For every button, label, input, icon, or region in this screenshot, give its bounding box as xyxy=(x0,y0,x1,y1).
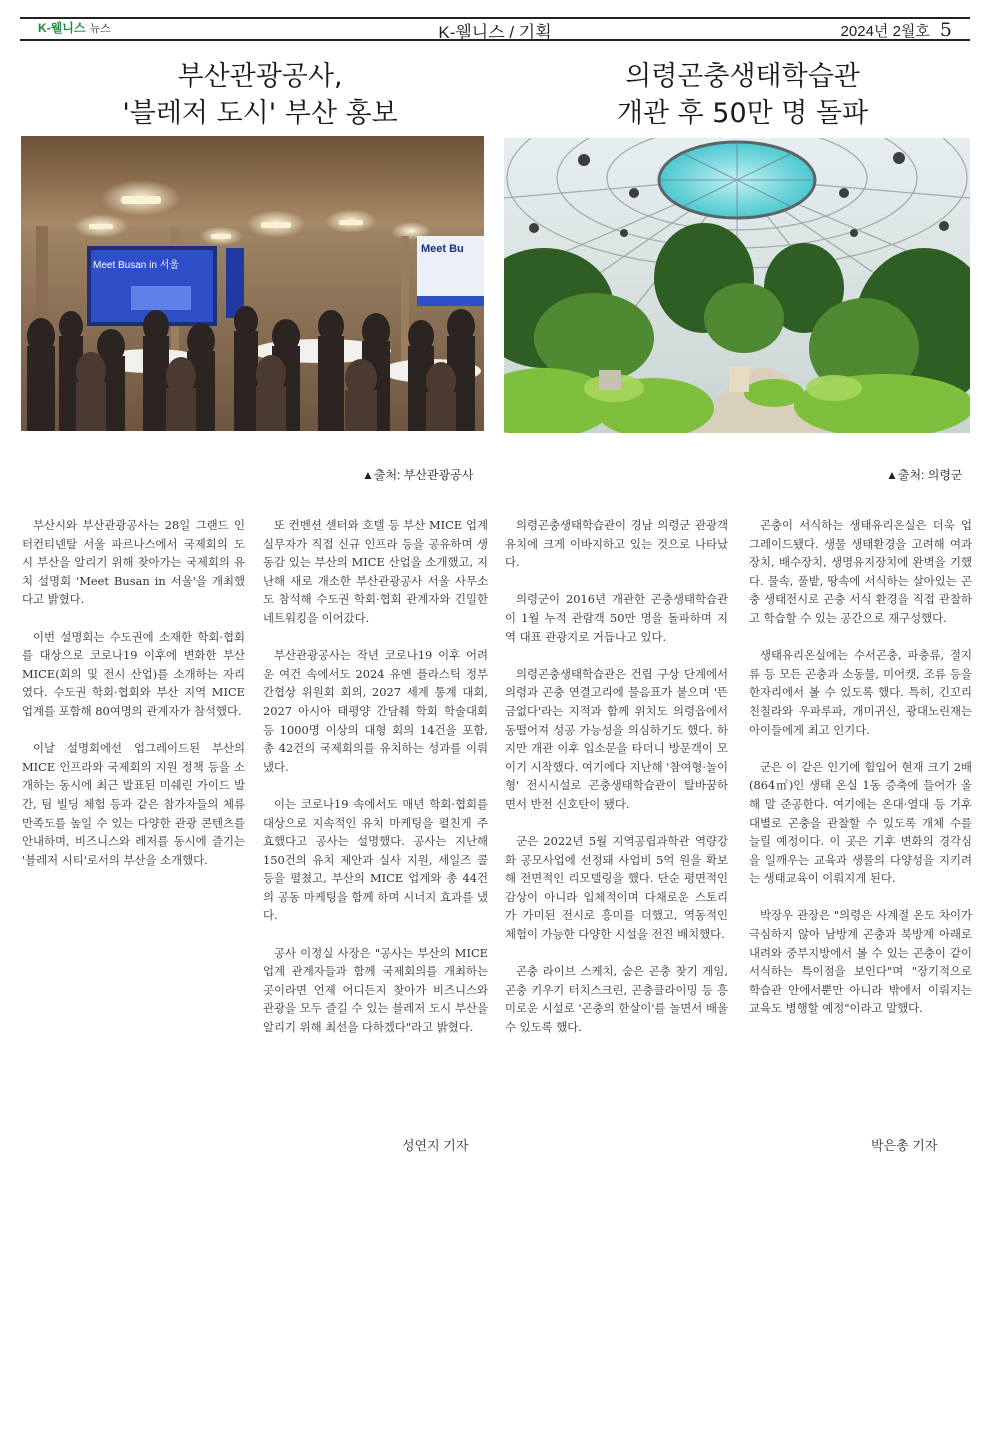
paragraph: 곤충 라이브 스케치, 숨은 곤충 찾기 게임, 곤충 키우기 터치스크린, 곤충클라이밍 등 흥미로운 시설로 '곤충의 한살이'를 놀면서 배울 수 있도록 했다. xyxy=(505,964,728,1035)
paragraph: 의령곤충생태학습관은 건립 구상 단계에서 의령과 곤충 연결고리에 물음표가 붙으며 '뜬금없다'라는 지적과 함께 위치도 의령읍에서 동떨어져 성공 가능성을 의심하기도 했다. 하지만 개관 이후 입소문을 타더니 방문객이 모이기 시작했다. 여기에다 지난해 '참여형·놀이형' 전시시설로 곤충생태학습관이 탈바꿈하면서 반전 신호탄이 됐다. xyxy=(505,666,728,811)
right-headline xyxy=(505,58,980,132)
banner-text: Meet Bu xyxy=(421,243,464,255)
logo-sub: 뉴스 xyxy=(89,23,111,35)
busan-conference-photo xyxy=(21,136,484,431)
right-headline-line1: 의령곤충생태학습관 xyxy=(625,61,860,92)
paragraph: 곤충이 서식하는 생태유리온실은 더욱 업그레이드됐다. 생물 생태환경을 고려해 여과장치, 배수장치, 생명유지장치에 완벽을 기했다. 물속, 풀밭, 땅속에 서식하는 살아있는 곤충 생태전시로 곤충 서식 환경을 직접 관찰하고 학습할 수 있는 공간으로 재구성했다. xyxy=(749,518,972,625)
left-photo-caption: ▲출처: 부산관광공사 xyxy=(362,468,474,482)
page-number: 5 xyxy=(939,19,952,41)
paragraph: 의령군이 2016년 개관한 곤충생태학습관이 1월 누적 관람객 50만 명을 돌파하며 지역 대표 관광지로 거듭나고 있다. xyxy=(505,592,728,644)
left-headline-line1: 부산관광공사, xyxy=(177,61,343,92)
issue-date: 2024년 2월호 xyxy=(840,23,930,40)
right-article-column-2 xyxy=(749,516,972,1037)
screen-text: Meet Busan in 서울 xyxy=(93,260,180,271)
insect-museum-photo xyxy=(504,138,970,433)
greenhouse-illustration xyxy=(504,138,970,433)
left-headline-line2: '블레저 도시' 부산 홍보 xyxy=(122,98,398,129)
right-headline-line2: 개관 후 50만 명 돌파 xyxy=(616,98,869,129)
paragraph: 공사 이정실 사장은 "공사는 부산의 MICE 업계 관계자들과 함께 국제회의를 개최하는 곳이라면 언제 어디든지 찾아가 비즈니스와 관광을 모두 즐길 수 있는 블레저 도시 부산을 알리기 위해 최선을 다하겠다"라고 밝혔다. xyxy=(263,945,488,1035)
left-byline: 성연지 기자 xyxy=(402,1138,469,1153)
issue-info xyxy=(841,19,952,41)
paragraph: 군은 이 같은 인기에 힘입어 현재 크기 2배(864㎡)인 생태 온실 1동 증축에 들어가 올해 말 준공한다. 여기에는 온대·열대 등 기후대별로 곤충을 관찰할 수 있도록 개체 수를 늘릴 예정이다. 이 곳은 기후 변화의 경각심을 일깨우는 교육과 생물의 다양성을 지키려는 생태교육이 이뤄지게 된다. xyxy=(749,759,972,886)
logo-text: K-웰니스 xyxy=(38,21,86,35)
left-article-column-2 xyxy=(263,516,488,1055)
section-title: K-웰니스 / 기획 xyxy=(438,23,552,42)
paragraph: 생태유리온실에는 수서곤충, 파충류, 절지류 등 모든 곤충과 소동물, 미어캣, 조류 등을 한자리에서 볼 수 있도록 했다. 특히, 긴꼬리친칠라와 우파루파, 개미귀신, 광대노린재는 아이들에게 최고 인기다. xyxy=(749,648,972,737)
masthead xyxy=(20,17,970,42)
paragraph: 이번 설명회는 수도권에 소재한 학회·협회를 대상으로 코로나19 이후에 변화한 부산 MICE(회의 및 전시 산업)를 소개하는 자리였다. 수도권 학회·협회와 부산 지역 MICE 업계를 포함해 80여명의 관계자가 참석했다. xyxy=(22,629,245,718)
paragraph: 또 컨벤션 센터와 호텔 등 부산 MICE 업계 실무자가 직접 신규 인프라 등을 공유하며 생동감 있는 부산의 MICE 산업을 소개했고, 지난해 새로 개소한 부산관광공사 서울 사무소도 참석해 수도권 학회·협회 관계자와 긴밀한 네트워킹을 이어갔다. xyxy=(263,518,488,625)
paragraph: 이날 설명회에선 업그레이드된 부산의 MICE 인프라와 국제회의 지원 정책 등을 소개하는 동시에 최근 발표된 미쉐린 가이드 발간, 팀 빌딩 체험 등과 같은 참가자들의 체류 만족도를 높일 수 있는 다양한 관광 콘텐츠를 안내하며, 비즈니스와 레저를 동시에 즐기는 '블레저 시티'로서의 부산을 소개했다. xyxy=(22,741,245,867)
paragraph: 박장우 관장은 "의령은 사계절 온도 차이가 극심하지 않아 남방계 곤충과 북방계 아래로 내려와 중부지방에서 볼 수 있는 곤충이 같이 서식하는 특이점을 보인다"며 "장기적으로 학습관 안에서뿐만 아니라 밖에서 이뤄지는 교육도 병행할 예정"이라고 말했다. xyxy=(749,908,972,1016)
paragraph: 부산시와 부산관광공사는 28일 그랜드 인터컨티넨탈 서울 파르나스에서 국제회의 도시 부산을 알리기 위해 찾아가는 국제회의 유치 설명회 'Meet Busan in 서울'을 개최했다고 밝혔다. xyxy=(22,518,245,607)
right-photo-caption: ▲출처: 의령군 xyxy=(886,468,963,482)
left-article-column-1 xyxy=(22,516,245,888)
paragraph: 군은 2022년 5월 지역공립과학관 역량강화 공모사업에 선정돼 사업비 5억 원을 확보해 전면적인 리모델링을 했다. 단순 평면적인 감상이 아니라 입체적이며 다채로운 스토리가 가미된 전시로 흥미를 더했고, 역동적인 체험이 가능한 다양한 시설을 전진 배치했다. xyxy=(505,834,728,942)
right-article-column-1 xyxy=(505,516,728,1055)
conference-illustration xyxy=(21,136,484,431)
paragraph: 이는 코로나19 속에서도 매년 학회·협회를 대상으로 지속적인 유치 마케팅을 펼친게 주효했다고 공사는 설명했다. 공사는 지난해 150건의 유치 제안과 실사 지원, 세일즈 콜 등을 펼쳤고, 부산의 MICE 업계와 총 44건의 공동 마케팅을 함께 하며 시너지 효과를 냈다. xyxy=(263,796,488,923)
paragraph: 의령곤충생태학습관이 경남 의령군 관광객 유치에 크게 이바지하고 있는 것으로 나타났다. xyxy=(505,518,728,570)
right-byline: 박은총 기자 xyxy=(871,1138,938,1153)
paragraph: 부산관광공사는 작년 코로나19 이후 어려운 여건 속에서도 2024 유엔 플라스틱 정부 간협상 위원회 회의, 2027 세계 통계 대회, 2027 아시아 태평양 간담췌 학회 학술대회 등 1000명 이상의 대형 회의 14건을 포함, 총 42건의 국제회의를 유치하는 성과를 이뤄냈다. xyxy=(263,648,488,774)
left-headline xyxy=(20,58,500,132)
header-bottom-rule xyxy=(20,39,970,41)
